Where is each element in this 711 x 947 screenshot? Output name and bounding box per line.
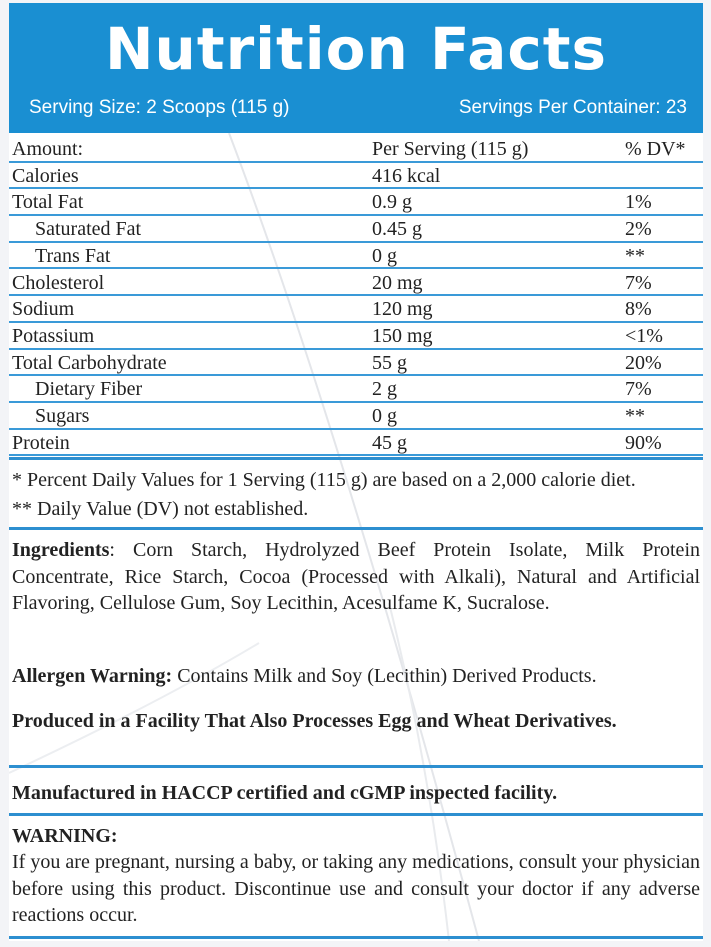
nutrient-dv: 20% (625, 351, 662, 374)
allergen-section (12, 663, 700, 690)
table-row (9, 430, 703, 457)
table-row (9, 216, 703, 243)
nutrient-amount: 0.9 g (372, 191, 412, 214)
nutrient-name: Protein (12, 431, 70, 454)
nutrient-dv: 2% (625, 218, 652, 241)
nutrient-amount: 0 g (372, 405, 397, 427)
nutrient-amount: 20 mg (372, 271, 423, 294)
table-row (9, 270, 703, 297)
nutrient-amount: 55 g (372, 351, 407, 374)
nutrient-name: Trans Fat (35, 244, 111, 267)
table-row (9, 189, 703, 216)
nutrient-amount: 2 g (372, 378, 397, 401)
nutrient-name: Total Fat (12, 191, 84, 214)
nutrient-name: Potassium (12, 324, 95, 347)
divider (9, 765, 703, 768)
nutrient-name: Sugars (35, 405, 90, 427)
nutrient-amount: 120 mg (372, 298, 433, 321)
servings-per-container: Servings Per Container: 23 (458, 97, 687, 118)
allergen-text: Contains Milk and Soy (Lecithin) Derived Products. (172, 665, 597, 687)
divider (9, 457, 703, 460)
table-row (9, 163, 703, 190)
allergen-label: Allergen Warning: (12, 665, 173, 687)
nutrient-dv: ** (625, 405, 645, 427)
header-banner (9, 3, 703, 133)
table-row (9, 376, 703, 403)
nutrient-amount: 150 mg (372, 324, 433, 347)
dv-not-established-note: ** Daily Value (DV) not established. (12, 498, 309, 520)
nutrient-name: Calories (12, 164, 79, 187)
nutrient-amount: 0.45 g (372, 218, 422, 241)
nutrient-dv: 1% (625, 191, 652, 214)
column-header-amount: Amount: (12, 138, 84, 160)
ingredients-section (12, 537, 700, 617)
nutrient-name: Sodium (12, 298, 75, 321)
table-row (9, 243, 703, 270)
warning-label: WARNING: (12, 825, 118, 847)
ingredients-text: : Corn Starch, Hydrolyzed Beef Protein Isolate, Milk Protein Concentrate, Rice Starch, Cocoa (Processed with Alkali), Natural and Artificial Flavoring, Cellulose Gum, Soy Lecithin, Acesulfame K, Sucralose. (12, 539, 700, 614)
table-header-row (9, 136, 703, 163)
nutrition-label (9, 3, 703, 941)
manufactured-note: Manufactured in HACCP certified and cGMP inspected facility. (12, 782, 558, 804)
nutrient-dv: 7% (625, 271, 652, 294)
facility-note: Produced in a Facility That Also Processes Egg and Wheat Derivatives. (12, 710, 617, 732)
table-row (9, 296, 703, 323)
column-header-dv: % DV* (625, 138, 686, 160)
nutrient-dv: ** (625, 244, 645, 267)
label-title: Nutrition Facts (105, 15, 607, 83)
nutrient-name: Dietary Fiber (35, 378, 143, 401)
dv-footnote: * Percent Daily Values for 1 Serving (115 g) are based on a 2,000 calorie diet. (12, 469, 636, 491)
nutrient-name: Total Carbohydrate (12, 351, 167, 374)
nutrient-dv: 90% (625, 431, 662, 454)
column-header-per-serving: Per Serving (115 g) (372, 138, 529, 160)
nutrient-name: Cholesterol (12, 271, 105, 294)
table-row (9, 403, 703, 430)
nutrient-name: Saturated Fat (35, 218, 142, 241)
divider (9, 813, 703, 816)
nutrient-amount: 416 kcal (372, 164, 441, 187)
warning-text: If you are pregnant, nursing a baby, or taking any medications, consult your physician before using this product. Discontinue use and consult your doctor if any adverse reactions occur. (12, 851, 700, 926)
nutrient-amount: 0 g (372, 244, 397, 267)
divider (9, 936, 703, 939)
table-row (9, 350, 703, 377)
divider (9, 527, 703, 530)
ingredients-label: Ingredients (12, 539, 110, 561)
nutrient-dv: 8% (625, 298, 652, 321)
table-row (9, 323, 703, 350)
nutrient-amount: 45 g (372, 431, 407, 454)
serving-size: Serving Size: 2 Scoops (115 g) (29, 97, 290, 118)
nutrient-dv: <1% (625, 324, 663, 347)
nutrient-dv: 7% (625, 378, 652, 401)
